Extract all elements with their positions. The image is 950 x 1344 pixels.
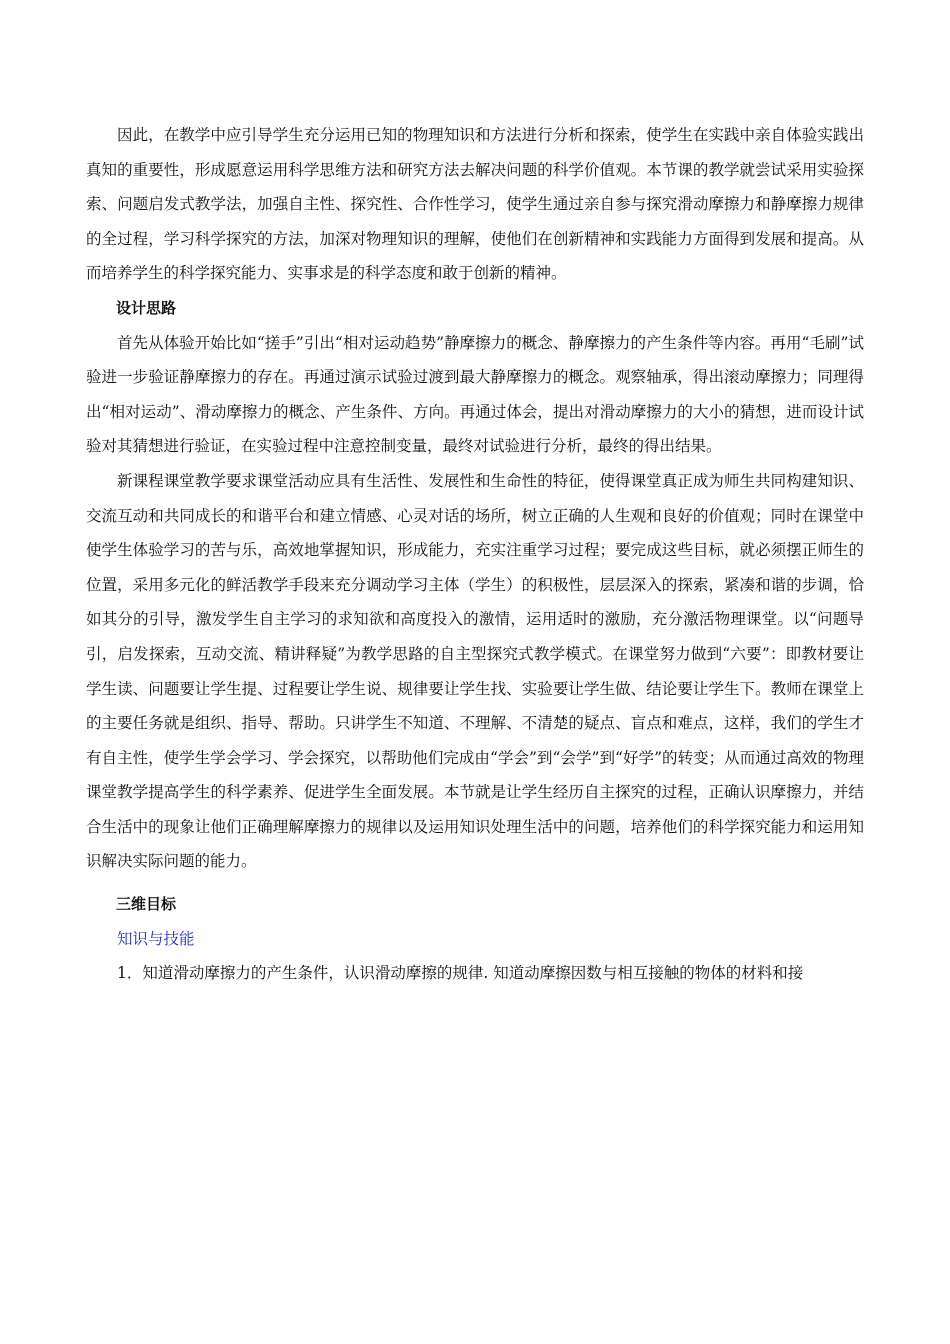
goal-item-1: 1．知道滑动摩擦力的产生条件，认识滑动摩擦的规律. 知道动摩擦因数与相互接触的物体的材料和接 — [117, 964, 804, 983]
goals-heading: 三维目标 — [116, 895, 177, 914]
knowledge-skills-heading: 知识与技能 — [117, 929, 195, 948]
intro-paragraph: 因此，在教学中应引导学生充分运用已知的物理知识和方法进行分析和探索，使学生在实践中亲自体验实践出真知的重要性，形成愿意运用科学思维方法和研究方法去解决问题的科学价值观。本节课的教学就尝试采用实验探索、问题启发式教学法，加强自主性、探究性、合作性学习，使学生通过亲自参与探究滑动摩擦力和静摩擦力规律的全过程，学习科学探究的方法，加深对物理知识的理解，使他们在创新精神和实践能力方面得到发展和提高。从而培养学生的科学探究能力、实事求是的科学态度和敢于创新的精神。 — [86, 126, 864, 283]
design-paragraph-1: 首先从体验开始比如“搓手”引出“相对运动趋势”静摩擦力的概念、静摩擦力的产生条件等内容。再用“毛刷”试验进一步验证静摩擦力的存在。再通过演示试验过渡到最大静摩擦力的概念。观察轴承，得出滚动摩擦力；同理得出“相对运动”、滑动摩擦力的概念、产生条件、方向。再通过体会，提出对滑动摩擦力的大小的猜想，进而设计试验对其猜想进行验证，在实验过程中注意控制变量，最终对试验进行分析，最终的得出结果。 — [86, 333, 864, 456]
design-paragraph-2: 新课程课堂教学要求课堂活动应具有生活性、发展性和生命性的特征，使得课堂真正成为师生共同构建知识、交流互动和共同成长的和谐平台和建立情感、心灵对话的场所，树立正确的人生观和良好的价值观；同时在课堂中使学生体验学习的苦与乐，高效地掌握知识，形成能力，充实注重学习过程；要完成这些目标，就必须摆正师生的位置，采用多元化的鲜活教学手段来充分调动学习主体（学生）的积极性，层层深入的探索，紧凑和谐的步调，恰如其分的引导，激发学生自主学习的求知欲和高度投入的激情，运用适时的激励，充分激活物理课堂。以“问题导引，启发探索，互动交流、精讲释疑”为教学思路的自主型探究式教学模式。在课堂努力做到“六要”：即教材要让学生读、问题要让学生提、过程要让学生说、规律要让学生找、实验要让学生做、结论要让学生下。教师在课堂上的主要任务就是组织、指导、帮助。只讲学生不知道、不理解、不清楚的疑点、盲点和难点，这样，我们的学生才有自主性，使学生学会学习、学会探究，以帮助他们完成由“学会”到“会学”到“好学”的转变；从而通过高效的物理课堂教学提高学生的科学素养、促进学生全面发展。本节就是让学生经历自主探究的过程，正确认识摩擦力，并结合生活中的现象让他们正确理解摩擦力的规律以及运用知识处理生活中的问题，培养他们的科学探究能力和运用知识解决实际问题的能力。 — [86, 471, 864, 871]
design-heading: 设计思路 — [116, 298, 177, 317]
